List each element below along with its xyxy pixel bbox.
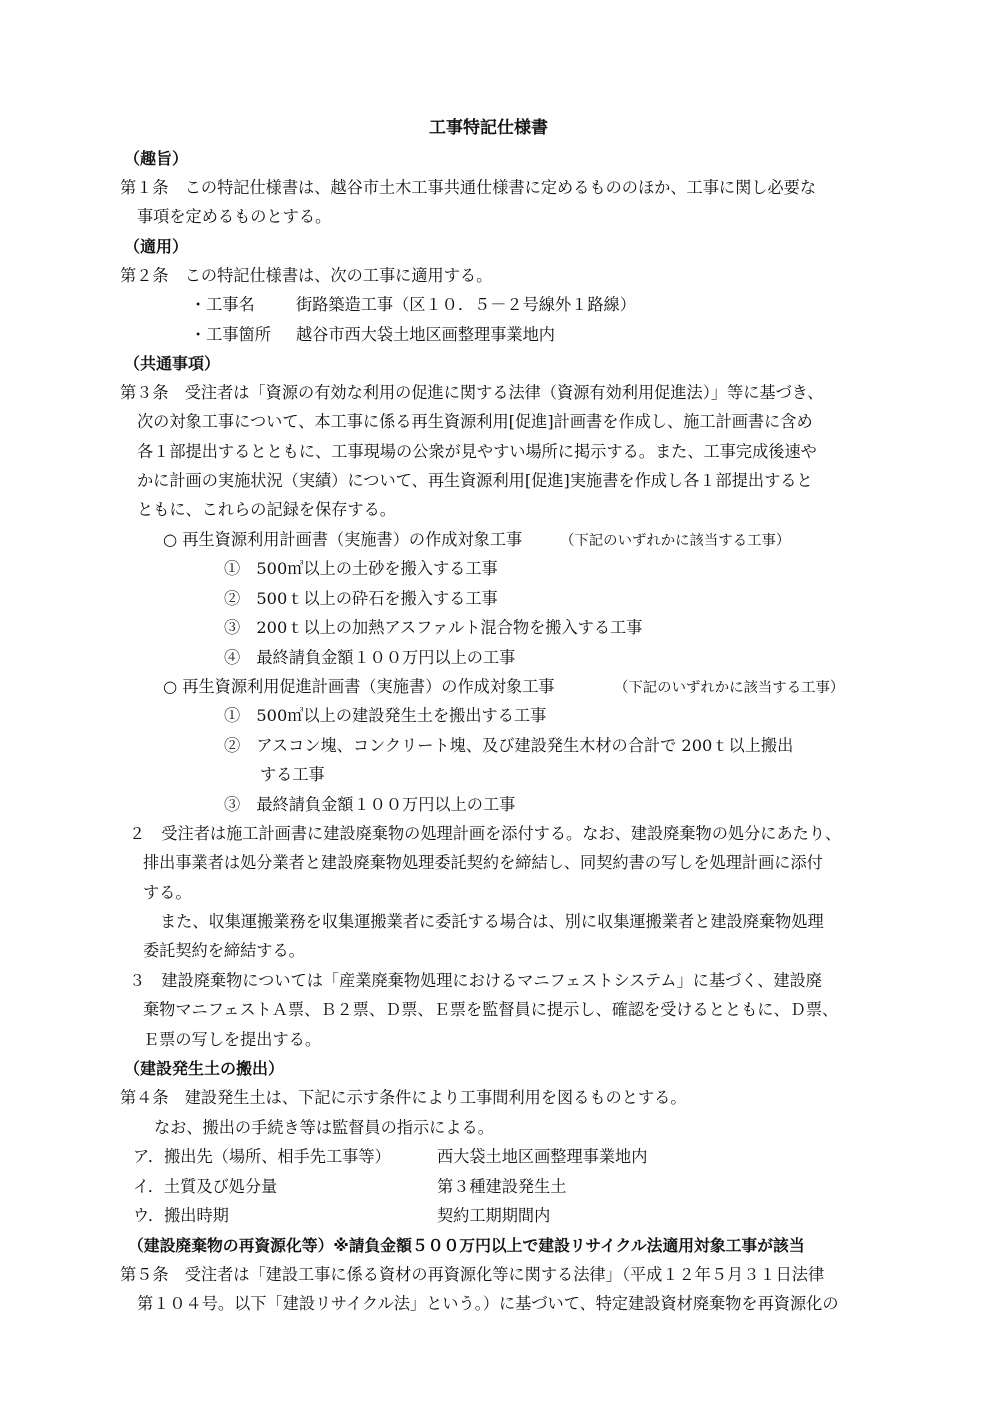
- article-5-line-2: 第１０４号。以下「建設リサイクル法」という。）に基づいて、特定建設資材廃棄物を再資源化の: [137, 1294, 839, 1313]
- article-3-para-2-line-1: ２ 受注者は施工計画書に建設廃棄物の処理計画を添付する。なお、建設廃棄物の処分にあたり、: [129, 824, 842, 843]
- plan-2-item-3: ③ 最終請負金額１００万円以上の工事: [224, 795, 516, 814]
- transport-row-1-value: 西大袋土地区画整理事業地内: [437, 1147, 648, 1166]
- plan-1-item-1: ① 500㎥以上の土砂を搬入する工事: [224, 559, 498, 578]
- plan-1-title: ○ 再生資源利用計画書（実施書）の作成対象工事: [163, 530, 523, 549]
- article-3-para-2-line-5: 委託契約を締結する。: [143, 941, 305, 960]
- work-name-value: 街路築造工事（区１０．５－２号線外１路線）: [296, 295, 636, 314]
- article-3-para-2-line-4: また、収集運搬業務を収集運搬業者に委託する場合は、別に収集運搬業者と建設廃棄物処理: [160, 912, 824, 931]
- plan-2-item-2-line-1: ② アスコン塊、コンクリート塊、及び建設発生木材の合計で 200ｔ以上搬出: [224, 736, 794, 755]
- work-place-value: 越谷市西大袋土地区画整理事業地内: [296, 325, 555, 344]
- work-name-label: ・工事名: [190, 295, 255, 314]
- heading-surplus-soil: （建設発生土の搬出）: [124, 1059, 285, 1078]
- transport-row-3-label: ウ．搬出時期: [133, 1206, 229, 1225]
- article-4-line-1: 第４条 建設発生土は、下記に示す条件により工事間利用を図るものとする。: [120, 1088, 687, 1107]
- plan-2-note: （下記のいずれかに該当する工事）: [614, 680, 845, 696]
- article-3-line-5: ともに、これらの記録を保存する。: [137, 500, 396, 519]
- plan-2-title: ○ 再生資源利用促進計画書（実施書）の作成対象工事: [163, 677, 555, 696]
- article-1-line-1: 第１条 この特記仕様書は、越谷市土木工事共通仕様書に定めるもののほか、工事に関し必要な: [120, 178, 817, 197]
- transport-row-3-value: 契約工期期間内: [437, 1206, 551, 1225]
- heading-application: （適用）: [124, 237, 189, 256]
- plan-2-item-2-line-2: する工事: [260, 765, 325, 784]
- article-1-line-2: 事項を定めるものとする。: [137, 207, 332, 226]
- plan-2-item-1: ① 500㎥以上の建設発生土を搬出する工事: [224, 706, 547, 725]
- article-3-para-3-line-2: 棄物マニフェストＡ票、Ｂ２票、Ｄ票、Ｅ票を監督員に提示し、確認を受けるとともに、Ｄ票、: [143, 1000, 839, 1019]
- document-title: 工事特記仕様書: [429, 118, 548, 138]
- article-3-line-1: 第３条 受注者は「資源の有効な利用の促進に関する法律（資源有効利用促進法）」等に基づき、: [120, 383, 824, 402]
- article-3-para-3-line-3: Ｅ票の写しを提出する。: [143, 1030, 322, 1049]
- article-3-line-3: 各１部提出するとともに、工事現場の公衆が見やすい場所に掲示する。また、工事完成後速や: [137, 442, 817, 461]
- plan-1-item-2: ② 500ｔ以上の砕石を搬入する工事: [224, 589, 498, 608]
- transport-row-2-label: イ．土質及び処分量: [133, 1177, 278, 1196]
- article-5-line-1: 第５条 受注者は「建設工事に係る資材の再資源化等に関する法律」（平成１２年５月３１日法律: [120, 1265, 825, 1284]
- article-3-para-2-line-3: する。: [143, 883, 192, 902]
- article-3-line-4: かに計画の実施状況（実績）について、再生資源利用[促進]実施書を作成し各１部提出すると: [137, 471, 813, 490]
- transport-row-2-value: 第３種建設発生土: [437, 1177, 567, 1196]
- plan-1-note: （下記のいずれかに該当する工事）: [560, 533, 791, 549]
- article-2-line-1: 第２条 この特記仕様書は、次の工事に適用する。: [120, 266, 493, 285]
- work-place-label: ・工事箇所: [190, 325, 271, 344]
- article-3-para-3-line-1: ３ 建設廃棄物については「産業廃棄物処理におけるマニフェストシステム」に基づく、建設廃: [129, 971, 822, 990]
- transport-row-1-label: ア．搬出先（場所、相手先工事等）: [133, 1147, 391, 1166]
- plan-1-item-3: ③ 200ｔ以上の加熱アスファルト混合物を搬入する工事: [224, 618, 643, 637]
- article-3-para-2-line-2: 排出事業者は処分業者と建設廃棄物処理委託契約を締結し、同契約書の写しを処理計画に添付: [143, 853, 823, 872]
- heading-common-items: （共通事項）: [124, 354, 221, 373]
- article-3-line-2: 次の対象工事について、本工事に係る再生資源利用[促進]計画書を作成し、施工計画書に含め: [137, 412, 813, 431]
- plan-1-item-4: ④ 最終請負金額１００万円以上の工事: [224, 648, 516, 667]
- heading-purpose: （趣旨）: [124, 149, 189, 168]
- heading-recycling: （建設廃棄物の再資源化等）※請負金額５００万円以上で建設リサイクル法適用対象工事が該当: [128, 1236, 805, 1255]
- article-4-line-2: なお、搬出の手続き等は監督員の指示による。: [154, 1118, 494, 1137]
